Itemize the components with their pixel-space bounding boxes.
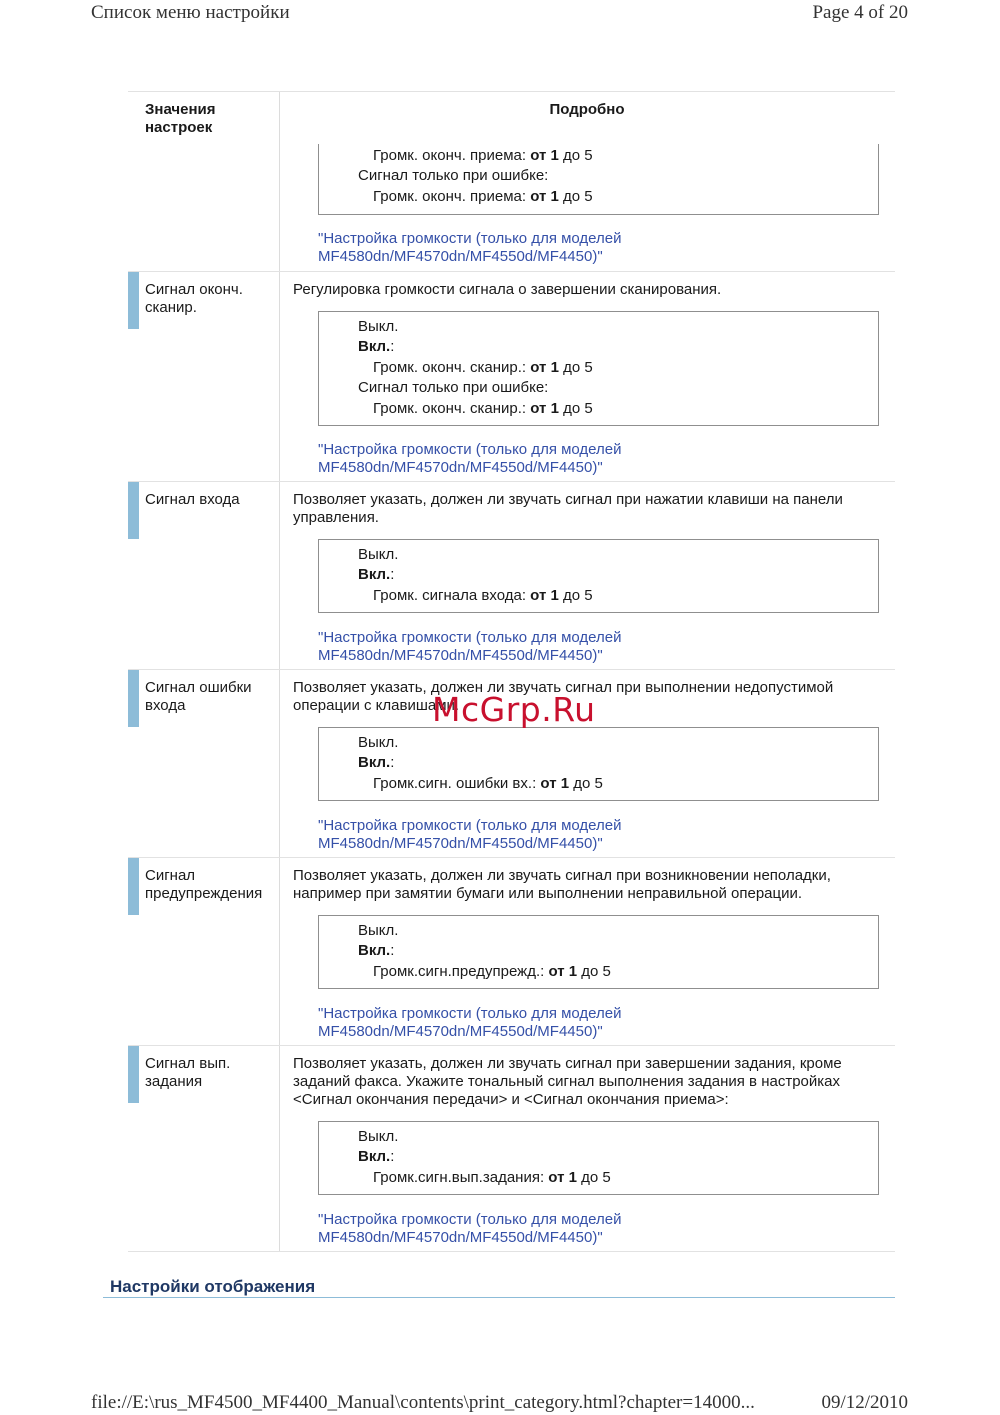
column-header-details: Подробно (549, 101, 625, 118)
setting-description: Позволяет указать, должен ли звучать сигнал при возникновении неполадки, например при замятии бумаги или выполнении неправильной операции. (293, 867, 831, 902)
footer-date: 09/12/2010 (821, 1392, 908, 1413)
setting-description: Регулировка громкости сигнала о завершении сканирования. (293, 281, 722, 298)
row-marker (128, 482, 139, 539)
section-underline (103, 1297, 895, 1298)
option-off: Выкл. (358, 546, 399, 563)
option-on: Вкл.: (358, 338, 395, 355)
table-row (128, 481, 895, 669)
volume-settings-link[interactable]: "Настройка громкости (только для моделей MF4580dn/MF4570dn/MF4550d/MF4450)" (318, 629, 622, 664)
row-marker (128, 1046, 139, 1103)
option-off: Выкл. (358, 318, 399, 335)
option-line: Громк. оконч. приема: от 1 до 5 (373, 147, 593, 164)
setting-description: Позволяет указать, должен ли звучать сигнал при завершении задания, кроме заданий факса. Укажите тональный сигнал выполнения задания в настройках <Сигнал окончания передачи> и <Сигнал окончания приема>: (293, 1055, 842, 1108)
setting-name: Сигнал входа (145, 491, 240, 508)
option-error-volume: Громк. оконч. сканир.: от 1 до 5 (373, 400, 593, 417)
option-on: Вкл.: (358, 1148, 395, 1165)
option-on: Вкл.: (358, 566, 395, 583)
table-row (128, 1045, 895, 1252)
option-volume: Громк. оконч. сканир.: от 1 до 5 (373, 359, 593, 376)
volume-settings-link[interactable]: "Настройка громкости (только для моделей MF4580dn/MF4570dn/MF4550d/MF4450)" (318, 1005, 622, 1040)
setting-description: Позволяет указать, должен ли звучать сигнал при выполнении недопустимой операции с клавишами. (293, 679, 834, 714)
option-volume: Громк. сигнала входа: от 1 до 5 (373, 587, 593, 604)
volume-settings-link[interactable]: "Настройка громкости (только для моделей MF4580dn/MF4570dn/MF4550d/MF4450)" (318, 817, 622, 852)
page-number: Page 4 of 20 (812, 2, 908, 23)
options-box (318, 311, 879, 426)
options-box (318, 727, 879, 801)
option-on: Вкл.: (358, 754, 395, 771)
option-off: Выкл. (358, 734, 399, 751)
setting-name: Сигнал оконч. сканир. (145, 281, 243, 316)
column-header-values: Значения настроек (145, 101, 216, 136)
options-box (318, 1121, 879, 1195)
table-row (128, 271, 895, 481)
option-volume: Громк.сигн. ошибки вх.: от 1 до 5 (373, 775, 603, 792)
row-marker (128, 272, 139, 329)
row-marker (128, 670, 139, 727)
page-header-title: Список меню настройки (91, 2, 290, 23)
option-off: Выкл. (358, 1128, 399, 1145)
options-box (318, 144, 879, 215)
option-volume: Громк.сигн.предупрежд.: от 1 до 5 (373, 963, 611, 980)
option-line: Сигнал только при ошибке: (358, 167, 549, 184)
setting-name: Сигнал предупреждения (145, 867, 263, 902)
row-marker (128, 858, 139, 915)
option-error-only: Сигнал только при ошибке: (358, 379, 549, 396)
options-box (318, 539, 879, 613)
volume-settings-link[interactable]: "Настройка громкости (только для моделей MF4580dn/MF4570dn/MF4550d/MF4450)" (318, 230, 622, 265)
watermark: McGrp.Ru (432, 690, 596, 729)
table-row (128, 857, 895, 1045)
option-line: Громк. оконч. приема: от 1 до 5 (373, 188, 593, 205)
option-volume: Громк.сигн.вып.задания: от 1 до 5 (373, 1169, 611, 1186)
settings-table (128, 91, 895, 1252)
setting-name: Сигнал вып. задания (145, 1055, 231, 1090)
option-on: Вкл.: (358, 942, 395, 959)
section-title: Настройки отображения (110, 1277, 316, 1296)
options-box (318, 915, 879, 989)
setting-name: Сигнал ошибки входа (145, 679, 252, 714)
setting-description: Позволяет указать, должен ли звучать сигнал при нажатии клавиши на панели управления. (293, 491, 843, 526)
footer-file-path: file://E:\rus_MF4500_MF4400_Manual\contents\print_category.html?chapter=14000... (91, 1392, 755, 1413)
volume-settings-link[interactable]: "Настройка громкости (только для моделей MF4580dn/MF4570dn/MF4550d/MF4450)" (318, 1211, 622, 1246)
option-off: Выкл. (358, 922, 399, 939)
volume-settings-link[interactable]: "Настройка громкости (только для моделей MF4580dn/MF4570dn/MF4550d/MF4450)" (318, 441, 622, 476)
table-row-continued (128, 91, 895, 271)
